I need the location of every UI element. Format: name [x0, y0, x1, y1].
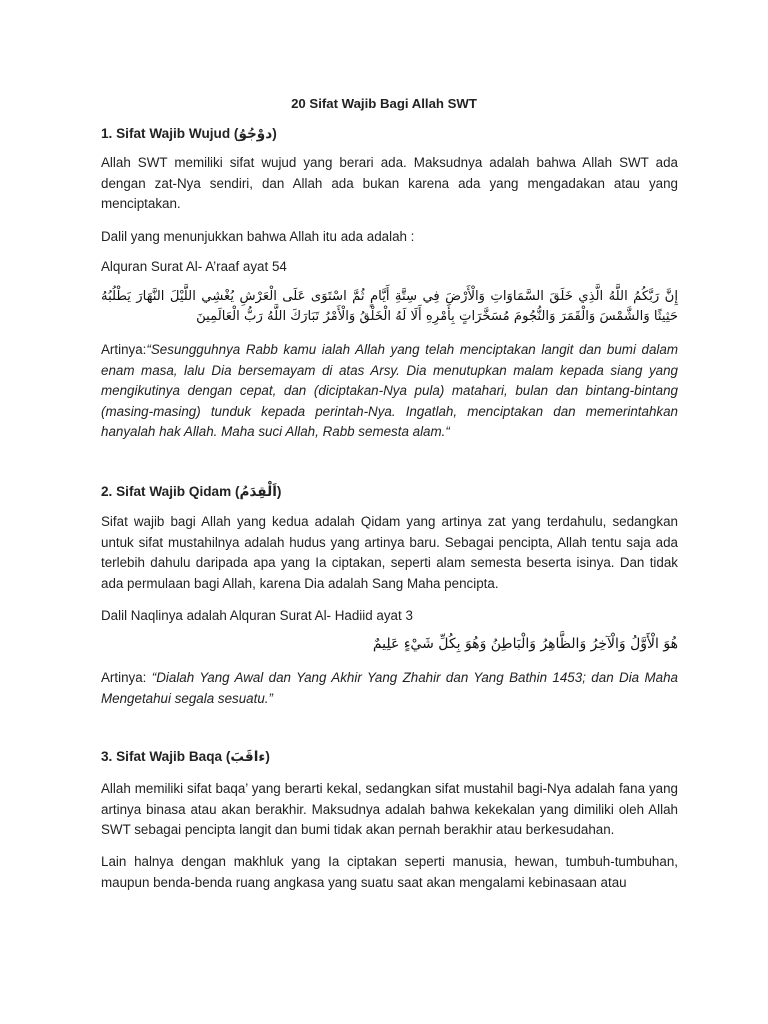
artinya-text: “Dialah Yang Awal dan Yang Akhir Yang Zhahir dan Yang Bathin 1453; dan Dia Maha Mengetahui segala sesuatu.”	[101, 670, 678, 706]
artinya-label: Artinya:	[101, 670, 152, 685]
artinya-label: Artinya:	[101, 342, 147, 357]
section-heading-wujud: 1. Sifat Wajib Wujud (دوْجُوُ)	[101, 126, 277, 141]
artinya-text: “Sesungguhnya Rabb kamu ialah Allah yang telah menciptakan langit dan bumi dalam enam masa, lalu Dia bersemayam di atas Arsy. Dia menutupkan malam kepada siang yang mengikutinya dengan cepat, dan (diciptakan-Nya pula) matahari, bulan dan bintang-bintang (masing-masing) tunduk kepada perintah-Nya. Ingatlah, menciptakan dan memerintahkan hanyalah hak Allah. Maha suci Allah, Rabb semesta alam.“	[101, 342, 678, 440]
arabic-verse-hadiid: هُوَ الْأَوَّلُ وَالْآخِرُ وَالظَّاهِرُ وَالْبَاطِنُ وَهُوَ بِكُلِّ شَيْءٍ عَلِيمٌ	[372, 636, 678, 652]
paragraph-wujud: Allah SWT memiliki sifat wujud yang berari ada. Maksudnya adalah bahwa Allah SWT ada dengan zat-Nya sendiri, dan Allah ada bukan karena ada yang mengadakan atau yang menciptakan.	[101, 155, 678, 212]
document-title: 20 Sifat Wajib Bagi Allah SWT	[291, 96, 477, 111]
paragraph-qidam: Sifat wajib bagi Allah yang kedua adalah Qidam yang artinya zat yang terdahulu, sedangkan untuk sifat mustahilnya adalah hudus yang artinya baru. Sebagai pencipta, Allah tentu saja ada terlebih dahulu daripada apa yang Ia ciptakan, seperti alam semesta beserta isinya. Dan tidak ada permulaan bagi Allah, karena Dia adalah Sang Maha pencipta.	[101, 514, 678, 591]
translation-hadiid	[101, 668, 678, 709]
section-heading-qidam: 2. Sifat Wajib Qidam (اَلْقِدَمُ)	[101, 484, 282, 499]
dalil-intro: Dalil yang menunjukkan bahwa Allah itu ada adalah :	[101, 229, 415, 244]
paragraph-baqa: Allah memiliki sifat baqa’ yang berarti kekal, sedangkan sifat mustahil bagi-Nya adalah fana yang artinya binasa atau akan berakhir. Maksudnya adalah bahwa kekekalan yang dimiliki oleh Allah SWT sebagai pencipta langit dan bumi tidak akan pernah berakhir atau berkesudahan.	[101, 781, 678, 838]
translation-araaf	[101, 340, 678, 443]
arabic-verse-araaf: إِنَّ رَبَّكُمُ اللَّهُ الَّذِي خَلَقَ السَّمَاوَاتِ وَالْأَرْضَ فِي سِتَّةِ أَيَّامٍ ثُمَّ اسْتَوَى عَلَى الْعَرْشِ يُغْشِي اللَّيْلَ النَّهَارَ يَطْلُبُهُ حَثِيثًا وَالشَّمْسَ وَالْقَمَرَ وَالنُّجُومَ مُسَخَّرَاتٍ بِأَمْرِهِ أَلَا لَهُ الْخَلْقُ وَالْأَمْرُ تَبَارَكَ اللَّهُ رَبُّ الْعَالَمِينَ	[101, 289, 678, 324]
surah-reference-araaf: Alquran Surat Al- A’raaf ayat 54	[101, 259, 287, 274]
paragraph-baqa-2: Lain halnya dengan makhluk yang Ia ciptakan seperti manusia, hewan, tumbuh-tumbuhan, maupun benda-benda ruang angkasa yang suatu saat akan mengalami kebinasaan atau	[101, 854, 678, 890]
section-heading-baqa: 3. Sifat Wajib Baqa (ءاقَبَ)	[101, 749, 270, 764]
surah-reference-hadiid: Dalil Naqlinya adalah Alquran Surat Al- Hadiid ayat 3	[101, 608, 413, 623]
